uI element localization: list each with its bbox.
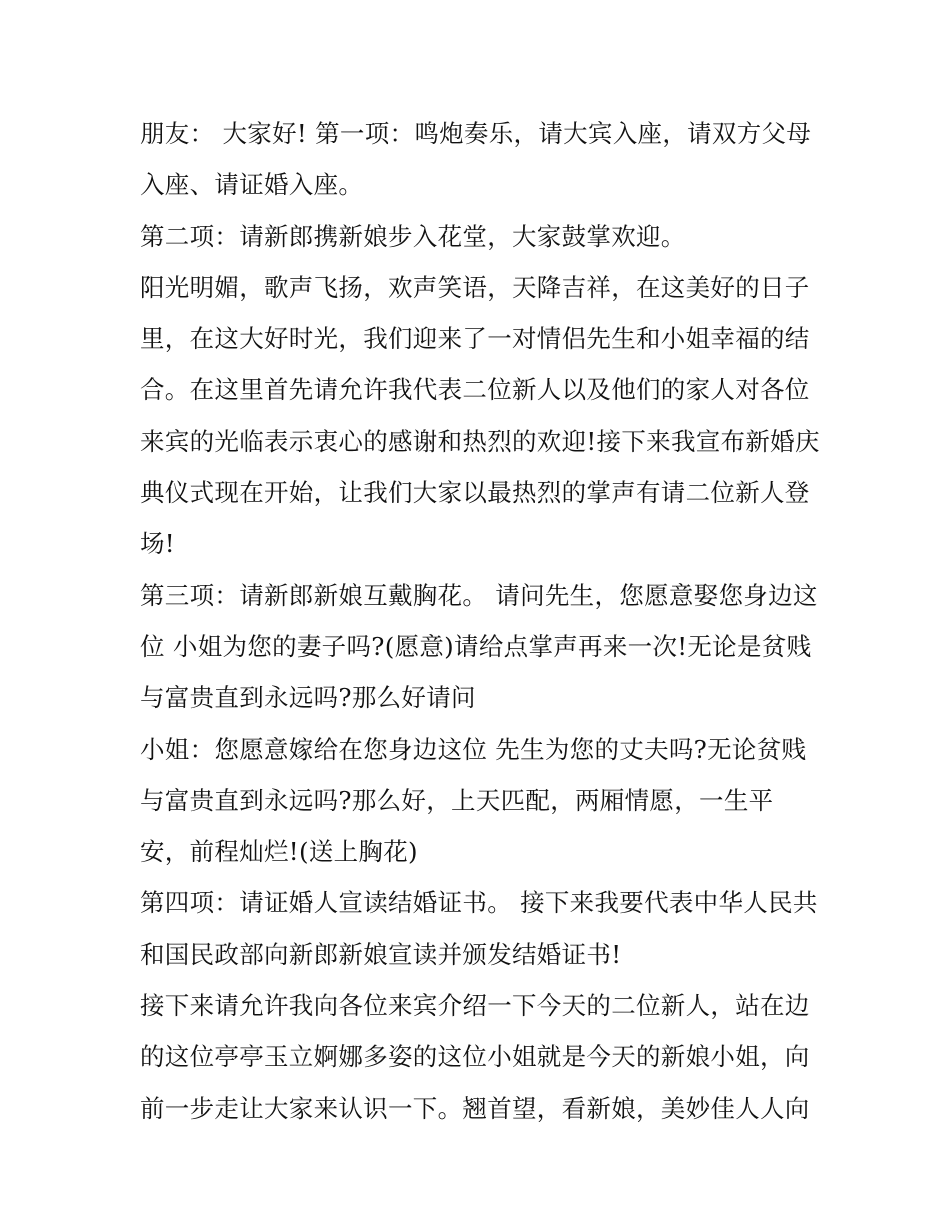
paragraph-item-3-bride: 小姐：您愿意嫁给在您身边这位 先生为您的丈夫吗?无论贫贱与富贵直到永远吗?那么好，上天匹配，两厢情愿，一生平安，前程灿烂!(送上胸花) (140, 734, 807, 867)
paragraph-item-4: 第四项：请证婚人宣读结婚证书。 接下来我要代表中华人民共和国民政部向新郎新娘宣读并颁发结婚证书! (140, 888, 818, 969)
document-body (140, 108, 820, 1134)
paragraph-item-3-groom: 第三项：请新郎新娘互戴胸花。 请问先生，您愿意娶您身边这位 小姐为您的妻子吗?(愿意)请给点掌声再来一次!无论是贫贱与富贵直到永远吗?那么好请问 (140, 580, 818, 713)
paragraph-greeting-item-1: 朋友： 大家好! 第一项：鸣炮奏乐，请大宾入座，请双方父母入座、请证婚入座。 (140, 119, 812, 200)
paragraph-introduction: 接下来请允许我向各位来宾介绍一下今天的二位新人，站在边的这位亭亭玉立婀娜多姿的这位小姐就是今天的新娘小姐，向前一步走让大家来认识一下。翘首望，看新娘，美妙佳人人向 (140, 991, 810, 1123)
paragraph-opening-speech: 阳光明媚，歌声飞扬，欢声笑语，天降吉祥，在这美好的日子里，在这大好时光，我们迎来了一对情侣先生和小姐幸福的结合。在这里首先请允许我代表二位新人以及他们的家人对各位来宾的光临表示衷心的感谢和热烈的欢迎!接下来我宣布新婚庆典仪式现在开始，让我们大家以最热烈的掌声有请二位新人登场! (140, 272, 820, 559)
paragraph-item-2: 第二项：请新郎携新娘步入花堂，大家鼓掌欢迎。 (140, 221, 686, 251)
